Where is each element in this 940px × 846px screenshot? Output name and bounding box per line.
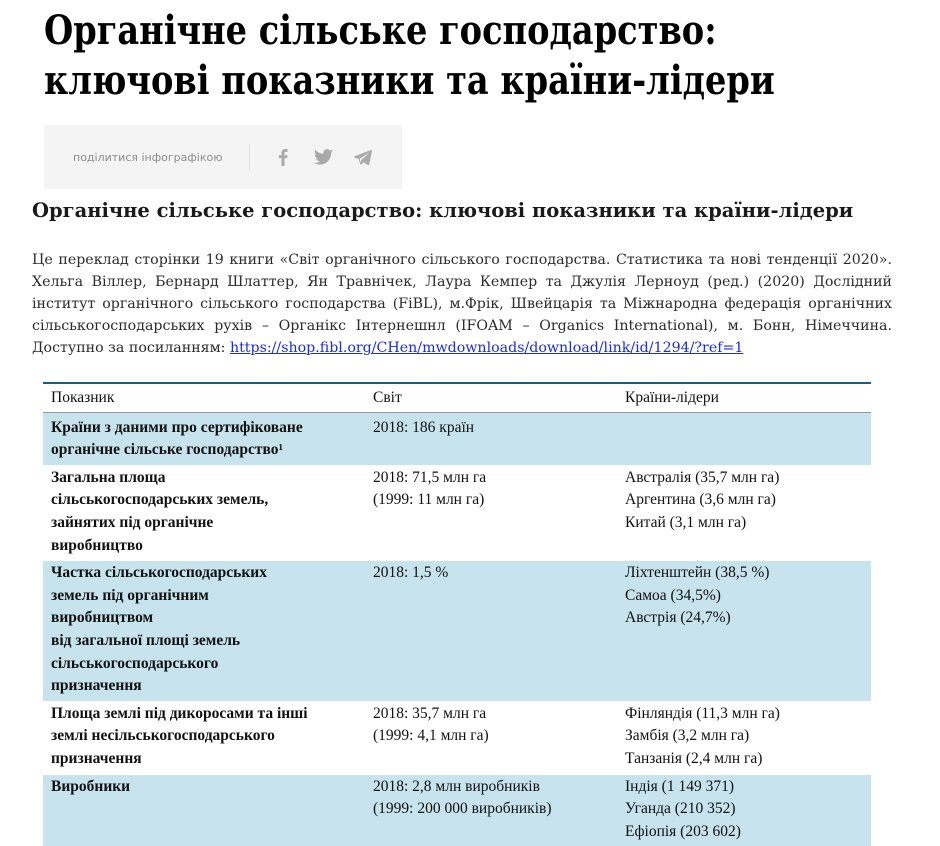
cell-line: зайнятих під органічне bbox=[51, 513, 214, 531]
table-cell-world bbox=[365, 701, 617, 774]
cell-line: 2018: 2,8 млн виробників bbox=[373, 777, 540, 795]
table-cell-world bbox=[365, 561, 617, 702]
cell-line: Самоа (34,5%) bbox=[625, 586, 721, 604]
source-link[interactable]: https://shop.fibl.org/CHen/mwdownloads/download/link/id/1294/?ref=1 bbox=[229, 340, 744, 356]
table-cell-world bbox=[365, 774, 617, 846]
table-cell-leaders bbox=[617, 465, 871, 560]
column-header-indicator: Показник bbox=[43, 383, 365, 412]
table-body bbox=[43, 412, 871, 846]
cell-line: Уганда (210 352) bbox=[625, 800, 736, 818]
page-title bbox=[44, 6, 792, 106]
page-title-line-2: ключові показники та країни-лідери bbox=[44, 57, 775, 104]
share-label: поділитися інфографікою bbox=[73, 150, 223, 164]
share-bar bbox=[44, 125, 402, 189]
table-cell-leaders bbox=[617, 774, 871, 846]
cell-line: сільськогосподарського bbox=[51, 654, 219, 672]
facebook-icon[interactable] bbox=[270, 144, 296, 170]
infographic-title: Органічне сільське господарство: ключові показники та країни-лідери bbox=[32, 199, 854, 222]
cell-line: від загальної площі земель bbox=[51, 631, 241, 649]
cell-line: (1999: 11 млн га) bbox=[373, 491, 485, 509]
table-row bbox=[43, 774, 871, 846]
cell-line: Танзанія (2,4 млн га) bbox=[625, 749, 763, 767]
table-cell-indicator bbox=[43, 465, 365, 560]
table-row bbox=[43, 561, 871, 702]
cell-line: виробництво bbox=[51, 536, 143, 554]
cell-line: Фінляндія (11,3 млн га) bbox=[625, 704, 780, 722]
table-cell-indicator bbox=[43, 412, 365, 465]
table-row bbox=[43, 412, 871, 465]
page-title-line-1: Органічне сільське господарство: bbox=[44, 7, 717, 54]
table-cell-indicator bbox=[43, 701, 365, 774]
cell-line: Частка сільськогосподарських bbox=[51, 564, 267, 582]
cell-line: (1999: 4,1 млн га) bbox=[373, 727, 489, 745]
table-row bbox=[43, 465, 871, 560]
cell-line: землі несільськогосподарського bbox=[51, 727, 275, 745]
cell-line: Загальна площа bbox=[51, 468, 166, 486]
source-text: Це переклад сторінки 19 книги «Світ органічного сільського господарства. Статистика та нові тенденції 2020». Хельга Віллер, Бернард Шлаттер, Ян Травнічек, Лаура Кемпер та Джулія Лерноуд (ред.) (2020) Дослідний інститут органічного сільського господарства (FiBL), м.Фрік, Швейцарія та Міжнародна федерація органічних сільськогосподарських рухів – Органікс Інтернешнл (IFOAM – Organics International), м. Бонн, Німеччина. Доступно за посиланням: bbox=[32, 252, 892, 356]
cell-line: Аргентина (3,6 млн га) bbox=[625, 491, 776, 509]
cell-line: 2018: 71,5 млн га bbox=[373, 468, 487, 486]
table-cell-indicator bbox=[43, 561, 365, 702]
table-row bbox=[43, 701, 871, 774]
cell-line: 2018: 1,5 % bbox=[373, 564, 449, 582]
indicators-table bbox=[43, 382, 871, 846]
column-header-world: Світ bbox=[365, 383, 617, 412]
cell-line: Китай (3,1 млн га) bbox=[625, 513, 747, 531]
cell-line: Ефіопія (203 602) bbox=[625, 822, 741, 840]
cell-line: призначення bbox=[51, 749, 142, 767]
cell-line: Австралія (35,7 млн га) bbox=[625, 468, 780, 486]
share-divider bbox=[249, 144, 250, 170]
cell-line: Країни з даними про сертифіковане bbox=[51, 418, 303, 436]
table-cell-leaders bbox=[617, 561, 871, 702]
cell-line: сільськогосподарських земель, bbox=[51, 491, 269, 509]
table-cell-world bbox=[365, 465, 617, 560]
table-cell-indicator bbox=[43, 774, 365, 846]
table-header-row bbox=[43, 383, 871, 412]
cell-line: Австрія (24,7%) bbox=[625, 609, 731, 627]
twitter-icon[interactable] bbox=[310, 144, 336, 170]
cell-line: (1999: 200 000 виробників) bbox=[373, 800, 552, 818]
cell-line: Виробники bbox=[51, 777, 131, 795]
cell-line: органічне сільське господарство¹ bbox=[51, 441, 284, 459]
table-cell-world bbox=[365, 412, 617, 465]
telegram-icon[interactable] bbox=[350, 144, 376, 170]
cell-line: Замбія (3,2 млн га) bbox=[625, 727, 750, 745]
cell-line: земель під органічним bbox=[51, 586, 209, 604]
source-description bbox=[32, 249, 892, 359]
cell-line: Ліхтенштейн (38,5 %) bbox=[625, 564, 770, 582]
cell-line: Площа землі під дикоросами та інші bbox=[51, 704, 308, 722]
table-cell-leaders bbox=[617, 412, 871, 465]
cell-line: призначення bbox=[51, 677, 142, 695]
cell-line: виробництвом bbox=[51, 609, 154, 627]
column-header-leaders: Країни-лідери bbox=[617, 383, 871, 412]
cell-line: 2018: 35,7 млн га bbox=[373, 704, 487, 722]
cell-line: 2018: 186 країн bbox=[373, 418, 475, 436]
table-cell-leaders bbox=[617, 701, 871, 774]
cell-line: Індія (1 149 371) bbox=[625, 777, 734, 795]
